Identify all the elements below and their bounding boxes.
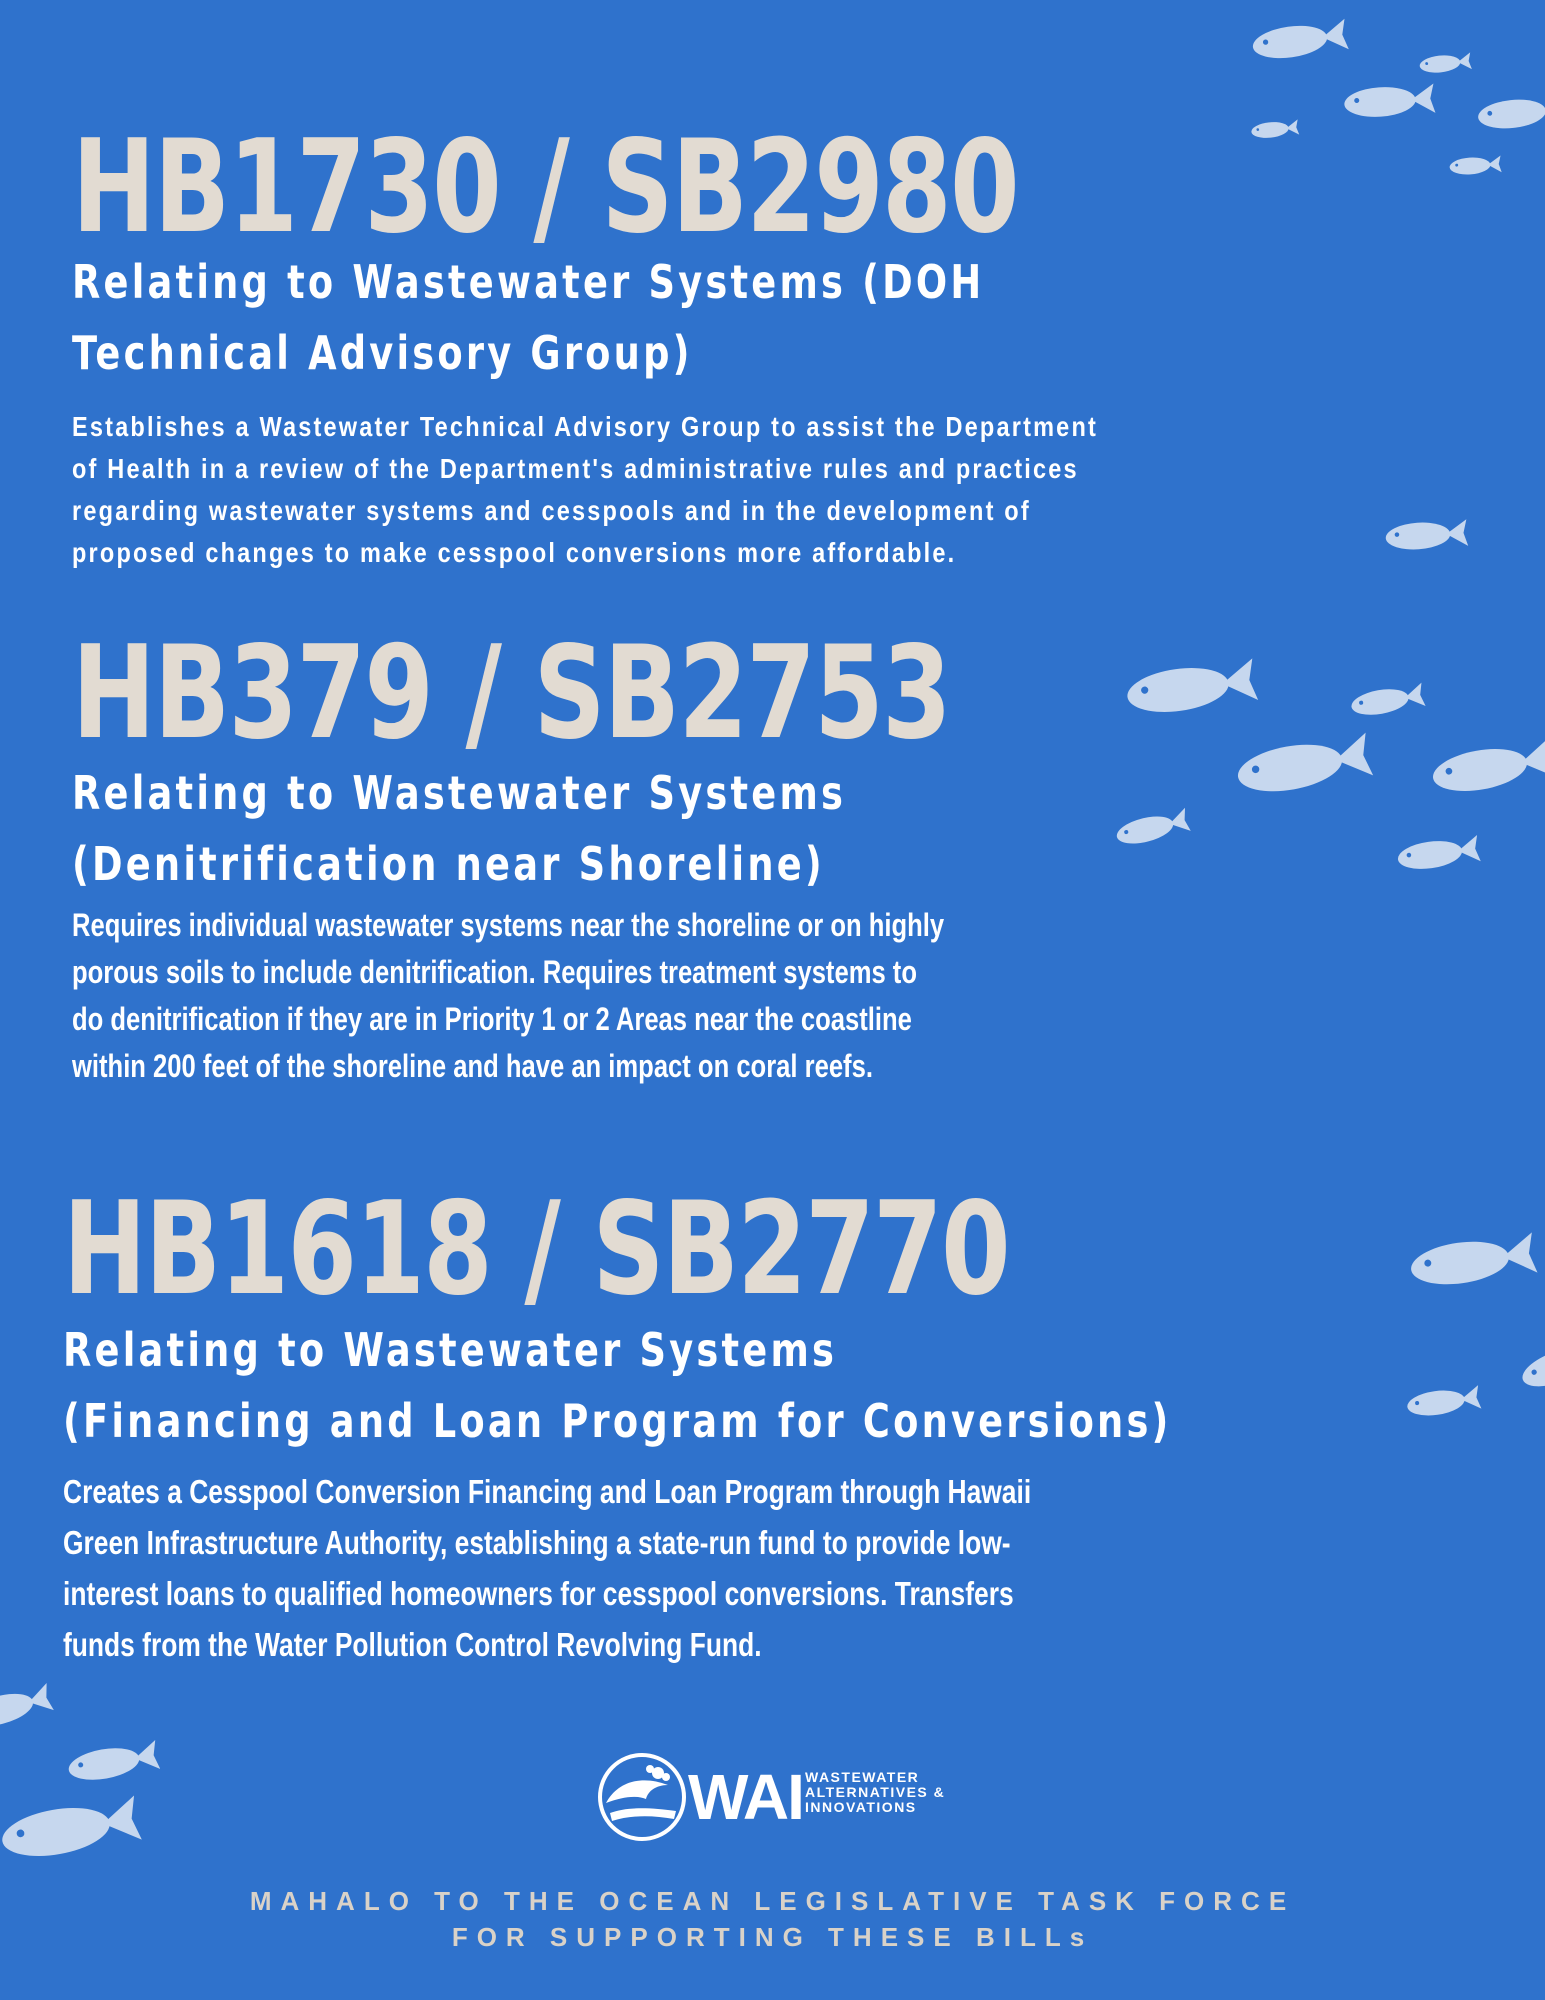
wave-emblem-icon <box>596 1751 688 1843</box>
bill-description-2-line-1: Requires individual wastewater systems near the shoreline or on highly <box>72 907 945 943</box>
fish-school-bottom-left <box>0 1680 160 1880</box>
fish-school-top-right <box>1230 10 1545 190</box>
logo-wordmark: WAI <box>688 1761 803 1833</box>
bill-description-2-line-3: do denitrification if they are in Priority 1 or 2 Areas near the coastline <box>72 1001 912 1037</box>
bill-title-3-line-1: Relating to Wastewater Systems <box>63 1323 838 1377</box>
wai-logo <box>596 1751 956 1847</box>
bill-description-3-line-4: funds from the Water Pollution Control Revolving Fund. <box>63 1626 762 1663</box>
bill-description-3-line-1: Creates a Cesspool Conversion Financing and Loan Program through Hawaii <box>63 1473 1032 1510</box>
bill-description-3-line-2: Green Infrastructure Authority, establishing a state-run fund to provide low- <box>63 1524 1011 1561</box>
fish-school-lower-right <box>1380 1215 1545 1430</box>
bill-description-1-line-4: proposed changes to make cesspool conversions more affordable. <box>72 537 957 568</box>
footer-line-2: FOR SUPPORTING THESE BILLs <box>451 1922 1094 1952</box>
bill-description-1-line-3: regarding wastewater systems and cesspools and in the development of <box>72 495 1031 526</box>
fish-single-mid-right <box>1368 512 1478 562</box>
bill-description-2-line-4: within 200 feet of the shoreline and have an impact on coral reefs. <box>72 1048 873 1084</box>
bill-number-3: HB1618 / SB2770 <box>63 1175 1009 1324</box>
bill-title-3-line-2: (Financing and Loan Program for Conversions) <box>63 1394 1172 1448</box>
bill-description-3 <box>63 1466 1031 1670</box>
bill-title-2-line-1: Relating to Wastewater Systems <box>72 766 847 820</box>
footer-line-1: MAHALO TO THE OCEAN LEGISLATIVE TASK FORCE <box>249 1886 1296 1916</box>
bill-description-2 <box>72 902 944 1090</box>
logo-tagline-line-3: INNOVATIONS <box>805 1799 917 1815</box>
bill-title-3 <box>63 1315 1172 1457</box>
bill-description-1-line-2: of Health in a review of the Department's administrative rules and practices <box>72 453 1079 484</box>
bill-number-1: HB1730 / SB2980 <box>72 113 1018 262</box>
logo-tagline <box>805 1770 945 1815</box>
logo-tagline-line-1: WASTEWATER <box>805 1769 920 1785</box>
bill-title-2-line-2: (Denitrification near Shoreline) <box>72 837 825 891</box>
bill-description-3-line-3: interest loans to qualified homeowners for cesspool conversions. Transfers <box>63 1575 1014 1612</box>
bill-description-1-line-1: Establishes a Wastewater Technical Advisory Group to assist the Department <box>72 411 1099 442</box>
bill-title-1-line-2: Technical Advisory Group) <box>72 326 693 380</box>
fish-school-middle-right <box>1070 640 1545 900</box>
bill-number-2: HB379 / SB2753 <box>72 619 951 768</box>
bill-description-2-line-2: porous soils to include denitrification. Requires treatment systems to <box>72 954 917 990</box>
bill-title-2 <box>72 758 846 900</box>
bill-title-1 <box>72 247 984 389</box>
bill-title-1-line-1: Relating to Wastewater Systems (DOH <box>72 255 985 309</box>
logo-tagline-line-2: ALTERNATIVES & <box>805 1784 946 1800</box>
bill-description-1 <box>72 406 1098 574</box>
